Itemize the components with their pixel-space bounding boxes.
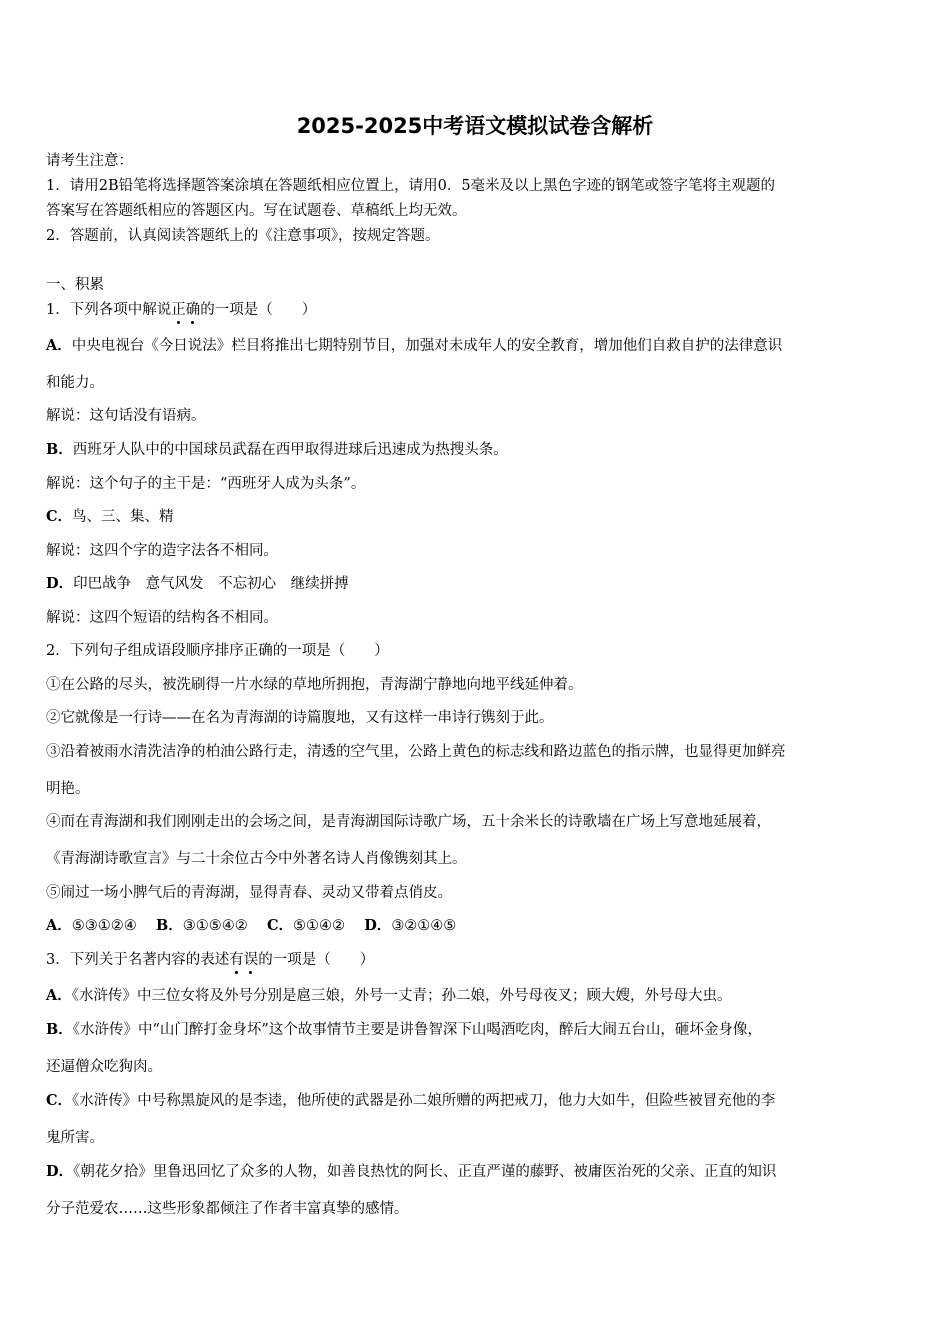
question-3-option-c-line-1 [46, 1091, 775, 1111]
question-2-stem: 2．下列句子组成语段顺序排序正确的一项是（ ） [46, 643, 389, 659]
question-1-stem [46, 300, 316, 320]
question-1-option-d-explanation: 解说：这四个短语的结构各不相同。 [46, 610, 278, 626]
question-2-sentence-3-line-2: 明艳。 [46, 781, 90, 797]
option-text: ③①⑤④② [182, 918, 248, 934]
question-2-sentence-2: ②它就像是一行诗——在名为青海湖的诗篇腹地，又有这样一串诗行镌刻于此。 [46, 710, 554, 726]
option-text: 《水浒传》中三位女将及外号分别是扈三娘，外号一丈青；孙二娘，外号母夜叉；顾大嫂，外号母大虫。 [71, 988, 732, 1004]
question-3-option-d-line-1 [46, 1162, 776, 1182]
option-letter: C． [46, 508, 73, 525]
emphasis-char: 误 [243, 952, 259, 968]
question-2-sentence-3-line-1: ③沿着被雨水清洗洁净的柏油公路行走，清透的空气里，公路上黄色的标志线和路边蓝色的指示牌，也显得更加鲜亮 [46, 744, 786, 760]
notice-heading: 请考生注意： [46, 153, 133, 169]
option-text: 《朝花夕拾》里鲁迅回忆了众多的人物，如善良热忱的阿长、正直严谨的藤野、被庸医治死的父亲、正直的知识 [73, 1164, 777, 1180]
option-letter: A． [46, 337, 72, 354]
option-text: ③②①④⑤ [391, 918, 457, 934]
option-letter: D． [46, 1163, 74, 1180]
page-title: 2025-2025中考语文模拟试卷含解析 [296, 114, 654, 138]
question-1-stem-pre: 1．下列各项中解说 [46, 302, 172, 318]
notice-item-2: 2．答题前，认真阅读答题纸上的《注意事项》，按规定答题。 [46, 228, 440, 244]
question-2-options [46, 916, 456, 936]
option-letter: A． [46, 987, 72, 1004]
question-3-option-a [46, 986, 732, 1006]
option-letter: B． [155, 917, 183, 934]
question-1-option-d [46, 574, 349, 594]
option-text: ⑤③①②④ [71, 918, 137, 934]
option-letter: B． [46, 1021, 73, 1038]
option-letter: A． [46, 917, 72, 934]
question-1-option-c-explanation: 解说：这四个字的造字法各不相同。 [46, 543, 278, 559]
question-1-option-c [46, 507, 174, 527]
question-3-option-c-line-2: 鬼所害。 [46, 1130, 104, 1146]
emphasis-char: 正 [171, 302, 186, 318]
option-text: 西班牙人队中的中国球员武磊在西甲取得进球后迅速成为热搜头条。 [72, 442, 508, 458]
question-3-stem-post: 的一项是（ ） [258, 952, 375, 968]
option-letter: C． [266, 917, 294, 934]
question-3-option-b-line-1 [46, 1020, 762, 1040]
question-1-option-a-line-2: 和能力。 [46, 375, 104, 391]
option-text: 鸟、三、集、精 [72, 509, 174, 525]
emphasis-char: 确 [185, 302, 201, 318]
option-letter: D． [46, 575, 74, 592]
question-2-sentence-4-line-1: ④而在青海湖和我们刚刚走出的会场之间，是青海湖国际诗歌广场，五十余米长的诗歌墙在广场上写意地延展着， [46, 814, 771, 830]
question-1-option-b [46, 440, 508, 460]
section-heading: 一、积累 [46, 277, 104, 293]
question-2-sentence-5: ⑤闹过一场小脾气后的青海湖，显得青春、灵动又带着点俏皮。 [46, 885, 452, 901]
option-text: 《水浒传》中号称黑旋风的是李逵，他所使的武器是孙二娘所赠的两把戒刀，他力大如牛，但险些被冒充他的李 [72, 1093, 776, 1109]
emphasis-char: 有 [229, 952, 244, 968]
option-text: ⑤①④② [293, 918, 346, 934]
option-text: 印巴战争 意气风发 不忘初心 继续拼搏 [73, 576, 349, 592]
question-1-stem-post: 的一项是（ ） [200, 302, 317, 318]
option-letter: D． [364, 917, 392, 934]
question-3-option-d-line-2: 分子范爱农……这些形象都倾注了作者丰富真挚的感情。 [46, 1201, 409, 1217]
option-text: 《水浒传》中“山门醉打金身坏”这个故事情节主要是讲鲁智深下山喝酒吃肉，醉后大闹五台山，砸坏金身像， [72, 1022, 762, 1038]
option-text: 中央电视台《今日说法》栏目将推出七期特别节目，加强对未成年人的安全教育，增加他们自救自护的法律意识 [71, 338, 783, 354]
question-2-sentence-1: ①在公路的尽头，被洗刷得一片水绿的草地所拥抱，青海湖宁静地向地平线延伸着。 [46, 677, 583, 693]
question-3-stem [46, 950, 374, 970]
question-3-option-b-line-2: 还逼僧众吃狗肉。 [46, 1059, 162, 1075]
option-letter: C． [46, 1092, 73, 1109]
question-2-sentence-4-line-2: 《青海湖诗歌宣言》与二十余位古今中外著名诗人肖像镌刻其上。 [46, 851, 467, 867]
question-3-stem-pre: 3．下列关于名著内容的表述 [46, 952, 230, 968]
notice-item-1-line-2: 答案写在答题纸相应的答题区内。写在试题卷、草稿纸上均无效。 [46, 203, 467, 219]
notice-item-1-line-1: 1．请用2B铅笔将选择题答案涂填在答题纸相应位置上，请用0．5毫米及以上黑色字迹的钢笔或签字笔将主观题的 [46, 178, 776, 194]
question-1-option-b-explanation: 解说：这个句子的主干是：“西班牙人成为头条”。 [46, 476, 366, 492]
question-1-option-a-line-1 [46, 336, 782, 356]
question-1-option-a-explanation: 解说：这句话没有语病。 [46, 408, 206, 424]
option-letter: B． [46, 441, 73, 458]
